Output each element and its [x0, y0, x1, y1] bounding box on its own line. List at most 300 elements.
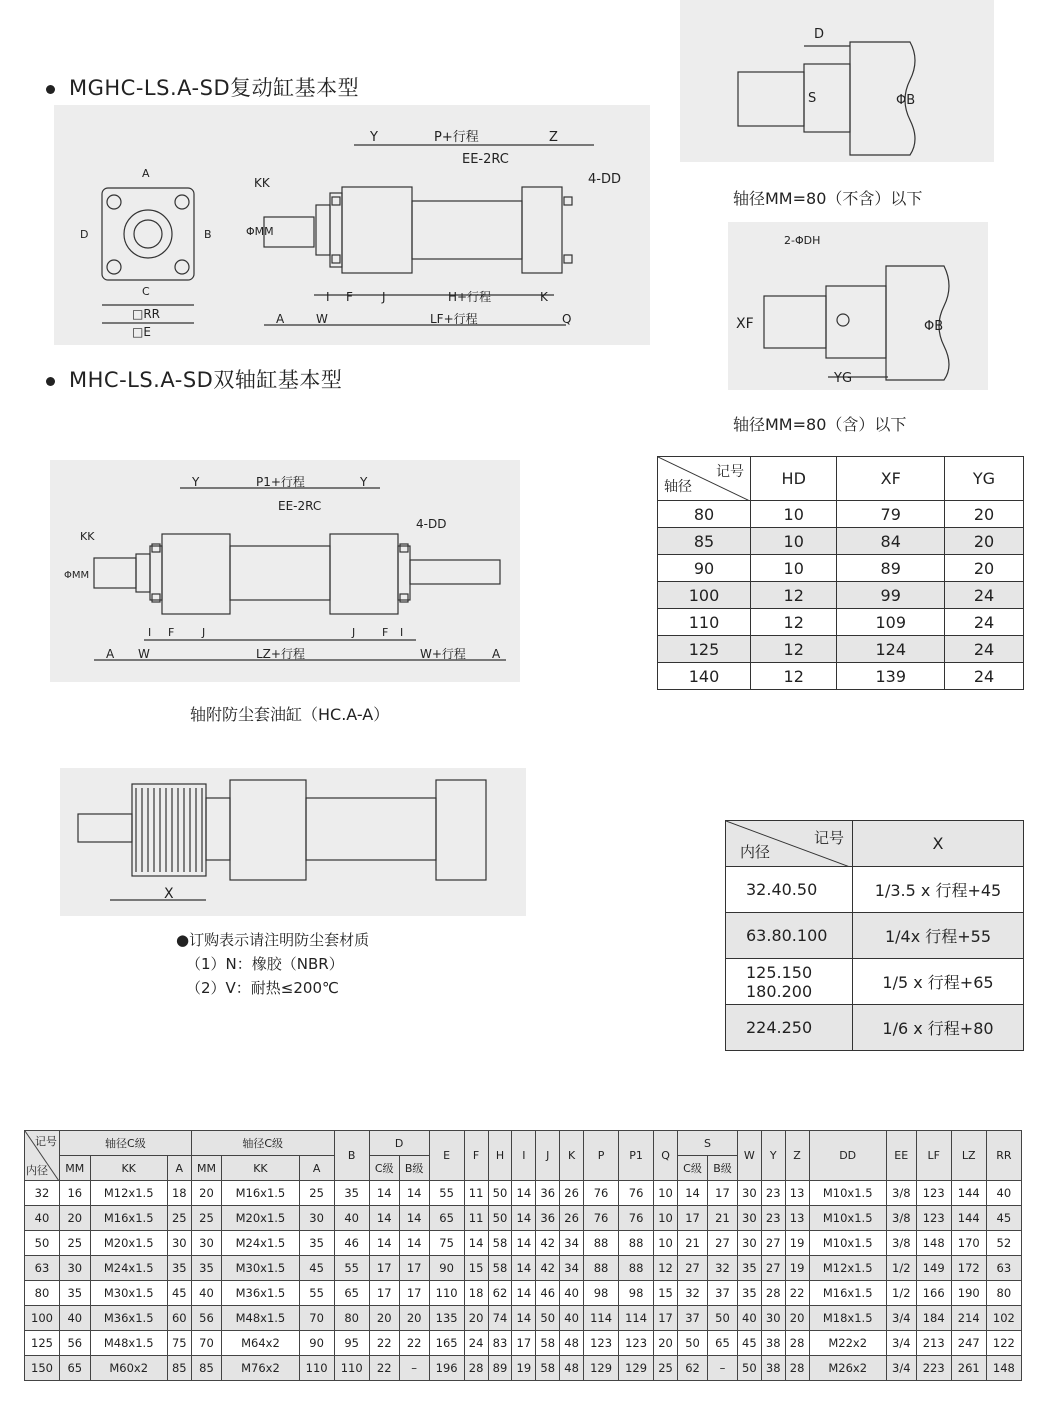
table-cell: 26 [560, 1206, 584, 1231]
table-cell: 58 [488, 1256, 512, 1281]
group-header-shaft-c2: 轴径C级 [191, 1131, 334, 1156]
table-cell: 17 [399, 1256, 429, 1281]
table-cell: 122 [986, 1331, 1021, 1356]
table-cell: 14 [399, 1231, 429, 1256]
table-cell: 17 [369, 1256, 399, 1281]
label-j1: J [202, 626, 206, 639]
section-title-mghc: MGHC-LS.A-SD复动缸基本型 [46, 72, 359, 102]
table-cell: 28 [761, 1281, 785, 1306]
table-cell: 3/8 [886, 1206, 916, 1231]
table-cell: 184 [916, 1306, 951, 1331]
corner-cell: 记号 内径 [25, 1131, 60, 1181]
table-cell: 62 [677, 1356, 707, 1381]
caption-mm-under-80: 轴径MM=80（不含）以下 [733, 189, 923, 208]
mhc-double-rod-drawing [50, 460, 520, 682]
table-cell: 30 [761, 1306, 785, 1331]
table-cell: 28 [785, 1356, 809, 1381]
table-cell: 25 [654, 1356, 678, 1381]
table-cell: 88 [619, 1256, 654, 1281]
table-cell: 37 [708, 1281, 738, 1306]
label-z: Z [549, 130, 558, 145]
label-w: W [316, 312, 328, 326]
table-cell: 170 [951, 1231, 986, 1256]
table-cell: 30 [191, 1231, 222, 1256]
table-cell: 125 [25, 1331, 60, 1356]
table-cell: 1/2 [886, 1281, 916, 1306]
table-cell: 110 [299, 1356, 334, 1381]
table-cell: 123 [916, 1206, 951, 1231]
label-lz: LZ+行程 [256, 647, 305, 661]
table-cell: 27 [761, 1231, 785, 1256]
table-cell: 56 [60, 1331, 91, 1356]
header-yg: YG [945, 457, 1024, 501]
table-cell: 129 [619, 1356, 654, 1381]
label-k: K [540, 290, 548, 304]
label-q: Q [562, 312, 572, 326]
table-cell: 144 [951, 1181, 986, 1206]
table-cell: 40 [191, 1281, 222, 1306]
detail-mm-80-drawing [728, 222, 988, 390]
table-cell: 14 [399, 1206, 429, 1231]
table-cell: 40 [334, 1206, 369, 1231]
table-cell: 261 [951, 1356, 986, 1381]
table-cell: 247 [951, 1331, 986, 1356]
table-cell: 11 [464, 1206, 488, 1231]
table-cell: M60x2 [90, 1356, 167, 1381]
table-cell: 14 [512, 1256, 536, 1281]
table-cell: 14 [399, 1181, 429, 1206]
label-phib: ΦB [896, 93, 916, 108]
table-cell: 172 [951, 1256, 986, 1281]
table-cell: 20 [191, 1181, 222, 1206]
table-cell: 42 [536, 1231, 560, 1256]
table-cell: 3/4 [886, 1331, 916, 1356]
table-cell: 55 [299, 1281, 334, 1306]
bullet-icon [46, 85, 55, 94]
table-cell: 74 [488, 1306, 512, 1331]
table-cell: 25 [191, 1206, 222, 1231]
table-cell: 42 [536, 1256, 560, 1281]
table-cell: M12x1.5 [90, 1181, 167, 1206]
table-cell: 35 [334, 1181, 369, 1206]
label-y2: Y [360, 475, 368, 489]
table-cell: 98 [584, 1281, 619, 1306]
table-cell: 23 [761, 1181, 785, 1206]
table-cell: 65 [708, 1331, 738, 1356]
caption-dust-cover: 轴附防尘套油缸（HC.A-A） [190, 705, 390, 724]
table-cell: 10 [654, 1181, 678, 1206]
table-cell: 23 [761, 1206, 785, 1231]
label-phimm: ΦMM [64, 570, 90, 581]
table-cell: 63 [25, 1256, 60, 1281]
table-cell: 21 [677, 1231, 707, 1256]
label-phimm: ΦMM [246, 225, 274, 238]
table-cell: 214 [951, 1306, 986, 1331]
table-cell: 223 [916, 1356, 951, 1381]
label-b: B [204, 228, 212, 241]
table-cell: 22 [369, 1331, 399, 1356]
table-cell: 34 [560, 1256, 584, 1281]
label-w2: W+行程 [420, 647, 466, 661]
table-cell: 38 [761, 1331, 785, 1356]
table-cell: 46 [334, 1231, 369, 1256]
label-p1: P1+行程 [256, 475, 305, 489]
table-cell: 17 [399, 1281, 429, 1306]
table-cell: 35 [167, 1256, 191, 1281]
shaft-dimension-table: 记号 轴径 HD XF YG 80 10 79 20 85 10 84 20 90 10 89 20 100 12 99 24 110 12 109 24 125 12 124 24 140 12 139 24 [657, 456, 1024, 690]
table-cell: 45 [299, 1256, 334, 1281]
label-ee: EE-2RC [462, 152, 509, 167]
table-cell: 50 [25, 1231, 60, 1256]
table-cell: 12 [654, 1256, 678, 1281]
table-cell: 75 [167, 1331, 191, 1356]
label-dh: 2-ΦDH [784, 234, 821, 247]
note-line: （2）V：耐热≤200℃ [186, 979, 339, 997]
table-cell: M36x1.5 [90, 1306, 167, 1331]
table-cell: 13 [785, 1181, 809, 1206]
table-cell: 35 [60, 1281, 91, 1306]
table-cell: 22 [785, 1281, 809, 1306]
table-row [25, 1231, 1022, 1256]
table-row [25, 1206, 1022, 1231]
table-cell: 70 [191, 1331, 222, 1356]
table-cell: 14 [512, 1281, 536, 1306]
label-c: C [142, 285, 150, 298]
table-cell: 40 [560, 1306, 584, 1331]
table-cell: 26 [560, 1181, 584, 1206]
mghc-cylinder-drawing [54, 105, 650, 345]
table-cell: M76x2 [222, 1356, 299, 1381]
table-cell: 24 [464, 1331, 488, 1356]
table-cell: 38 [761, 1356, 785, 1381]
table-cell: 20 [464, 1306, 488, 1331]
table-cell: – [399, 1356, 429, 1381]
table-cell: 30 [737, 1181, 761, 1206]
table-cell: 50 [677, 1331, 707, 1356]
label-f1: F [168, 626, 175, 639]
table-cell: 76 [584, 1181, 619, 1206]
table-cell: M64x2 [222, 1331, 299, 1356]
table-cell: 100 [25, 1306, 60, 1331]
table-row [25, 1306, 1022, 1331]
table-cell: 149 [916, 1256, 951, 1281]
table-cell: 190 [951, 1281, 986, 1306]
table-cell: M24x1.5 [222, 1231, 299, 1256]
table-cell: 19 [785, 1256, 809, 1281]
label-x: X [164, 886, 174, 902]
corner-cell: 记号 轴径 [658, 457, 751, 501]
bullet-icon [46, 377, 55, 386]
table-row [25, 1356, 1022, 1381]
table-cell: 1/2 [886, 1256, 916, 1281]
label-dd: 4-DD [588, 172, 621, 187]
label-a: A [142, 167, 150, 180]
table-cell: 40 [25, 1206, 60, 1231]
table-cell: 150 [25, 1356, 60, 1381]
table-cell: 28 [785, 1331, 809, 1356]
table-cell: 165 [429, 1331, 464, 1356]
table-cell: 76 [584, 1206, 619, 1231]
table-cell: 52 [986, 1231, 1021, 1256]
table-cell: 89 [488, 1356, 512, 1381]
dust-cover-cylinder-drawing [60, 768, 526, 916]
table-cell: 196 [429, 1356, 464, 1381]
header-xf: XF [837, 457, 945, 501]
table-cell: 21 [708, 1206, 738, 1231]
label-p: P+行程 [434, 130, 479, 145]
table-cell: 25 [60, 1231, 91, 1256]
table-cell: 13 [785, 1206, 809, 1231]
table-cell: 48 [560, 1356, 584, 1381]
table-cell: 90 [429, 1256, 464, 1281]
table-cell: 123 [584, 1331, 619, 1356]
table-cell: 17 [654, 1306, 678, 1331]
order-notes [176, 928, 369, 1000]
table-cell: M10x1.5 [809, 1206, 886, 1231]
table-cell: – [708, 1356, 738, 1381]
table-cell: 50 [488, 1206, 512, 1231]
table-cell: 148 [916, 1231, 951, 1256]
table-cell: M10x1.5 [809, 1181, 886, 1206]
table-cell: 65 [60, 1356, 91, 1381]
table-cell: M48x1.5 [90, 1331, 167, 1356]
table-cell: 14 [369, 1181, 399, 1206]
table-cell: 17 [369, 1281, 399, 1306]
table-cell: 45 [167, 1281, 191, 1306]
header-hd: HD [751, 457, 837, 501]
table-cell: M16x1.5 [90, 1206, 167, 1231]
label-y1: Y [192, 475, 200, 489]
table-cell: M16x1.5 [809, 1281, 886, 1306]
table-cell: 76 [619, 1181, 654, 1206]
table-cell: 19 [785, 1231, 809, 1256]
table-cell: 55 [429, 1181, 464, 1206]
table-cell: 32 [25, 1181, 60, 1206]
label-j2: J [352, 626, 356, 639]
table-cell: 88 [584, 1256, 619, 1281]
label-d: D [814, 27, 825, 42]
table-cell: 56 [191, 1306, 222, 1331]
group-header-shaft-c1: 轴径C级 [60, 1131, 192, 1156]
table-cell: 25 [299, 1181, 334, 1206]
table-cell: 50 [737, 1356, 761, 1381]
table-cell: M12x1.5 [809, 1256, 886, 1281]
label-a2: A [492, 647, 501, 661]
table-cell: 35 [191, 1256, 222, 1281]
table-cell: 17 [512, 1331, 536, 1356]
table-cell: 75 [429, 1231, 464, 1256]
label-dim-a: A [276, 312, 285, 326]
table-cell: 34 [560, 1231, 584, 1256]
label-y: Y [370, 130, 378, 145]
table-cell: M20x1.5 [222, 1206, 299, 1231]
table-cell: 95 [334, 1331, 369, 1356]
table-cell: 50 [708, 1306, 738, 1331]
table-cell: 80 [334, 1306, 369, 1331]
table-cell: 70 [299, 1306, 334, 1331]
table-cell: 15 [654, 1281, 678, 1306]
table-cell: 55 [334, 1256, 369, 1281]
table-cell: 18 [464, 1281, 488, 1306]
table-cell: M20x1.5 [90, 1231, 167, 1256]
table-cell: 18 [167, 1181, 191, 1206]
group-header-s: S [677, 1131, 737, 1156]
table-cell: M16x1.5 [222, 1181, 299, 1206]
table-cell: 3/4 [886, 1356, 916, 1381]
table-cell: 88 [619, 1231, 654, 1256]
table-cell: 40 [60, 1306, 91, 1331]
table-cell: M36x1.5 [222, 1281, 299, 1306]
table-cell: 83 [488, 1331, 512, 1356]
table-cell: 40 [986, 1181, 1021, 1206]
table-cell: 3/8 [886, 1181, 916, 1206]
table-cell: 17 [677, 1206, 707, 1231]
table-cell: 27 [677, 1256, 707, 1281]
table-cell: 48 [560, 1331, 584, 1356]
section-title-mhc: MHC-LS.A-SD双轴缸基本型 [46, 364, 342, 394]
table-cell: 114 [584, 1306, 619, 1331]
table-cell: 14 [512, 1206, 536, 1231]
label-ee: EE-2RC [278, 499, 322, 513]
table-cell: 22 [399, 1331, 429, 1356]
table-cell: M30x1.5 [90, 1281, 167, 1306]
table-cell: 19 [512, 1356, 536, 1381]
label-s: S [808, 91, 817, 106]
table-cell: 20 [60, 1206, 91, 1231]
table-cell: 144 [951, 1206, 986, 1231]
table-cell: 85 [167, 1356, 191, 1381]
table-cell: 30 [60, 1256, 91, 1281]
table-cell: 85 [191, 1356, 222, 1381]
table-cell: 60 [167, 1306, 191, 1331]
table-cell: 80 [986, 1281, 1021, 1306]
table-cell: 14 [369, 1231, 399, 1256]
table-cell: 17 [708, 1181, 738, 1206]
table-cell: 27 [761, 1256, 785, 1281]
table-cell: 76 [619, 1206, 654, 1231]
table-cell: 16 [60, 1181, 91, 1206]
table-cell: 110 [334, 1356, 369, 1381]
table-cell: 30 [167, 1231, 191, 1256]
label-f: F [346, 290, 353, 304]
table-cell: 28 [464, 1356, 488, 1381]
header-x: X [853, 821, 1024, 867]
table-cell: 40 [560, 1281, 584, 1306]
table-cell: 63 [986, 1256, 1021, 1281]
label-xf: XF [736, 316, 754, 332]
table-cell: 25 [167, 1206, 191, 1231]
table-cell: 35 [737, 1281, 761, 1306]
table-cell: 36 [536, 1181, 560, 1206]
table-row [25, 1331, 1022, 1356]
table-cell: 62 [488, 1281, 512, 1306]
label-i: I [326, 290, 330, 304]
table-cell: M48x1.5 [222, 1306, 299, 1331]
table-cell: 45 [737, 1331, 761, 1356]
table-cell: 50 [488, 1181, 512, 1206]
label-w1: W [138, 647, 150, 661]
table-cell: 30 [737, 1231, 761, 1256]
table-cell: M18x1.5 [809, 1306, 886, 1331]
label-phib: ΦB [924, 319, 944, 334]
table-cell: 37 [677, 1306, 707, 1331]
table-cell: 58 [488, 1231, 512, 1256]
table-cell: 27 [708, 1231, 738, 1256]
table-cell: 22 [369, 1356, 399, 1381]
table-cell: M24x1.5 [90, 1256, 167, 1281]
label-lf: LF+行程 [430, 312, 478, 326]
table-cell: 35 [737, 1256, 761, 1281]
table-row [25, 1256, 1022, 1281]
note-line: ●订购表示请注明防尘套材质 [176, 931, 370, 949]
table-cell: 58 [536, 1356, 560, 1381]
table-cell: 20 [654, 1331, 678, 1356]
table-cell: 14 [677, 1181, 707, 1206]
detail-mm-under-80-drawing [680, 0, 994, 162]
table-cell: 3/4 [886, 1306, 916, 1331]
table-cell: 32 [677, 1281, 707, 1306]
corner-cell: 记号 内径 [726, 821, 853, 867]
table-cell: 58 [536, 1331, 560, 1356]
table-cell: 65 [334, 1281, 369, 1306]
table-cell: 123 [916, 1181, 951, 1206]
table-cell: 88 [584, 1231, 619, 1256]
table-cell: 46 [536, 1281, 560, 1306]
group-header-d: D [369, 1131, 429, 1156]
label-rr: □RR [132, 307, 161, 321]
label-j: J [382, 290, 386, 304]
table-cell: 32 [708, 1256, 738, 1281]
table-cell: 36 [536, 1206, 560, 1231]
table-cell: 3/8 [886, 1231, 916, 1256]
note-line: （1）N：橡胶（NBR） [186, 955, 344, 973]
table-cell: 213 [916, 1331, 951, 1356]
table-cell: 90 [299, 1331, 334, 1356]
table-cell: 14 [464, 1231, 488, 1256]
label-i1: I [148, 626, 152, 639]
table-cell: M26x2 [809, 1356, 886, 1381]
table-cell: 98 [619, 1281, 654, 1306]
table-cell: 20 [369, 1306, 399, 1331]
label-dd: 4-DD [416, 517, 447, 531]
table-row [25, 1281, 1022, 1306]
table-cell: 15 [464, 1256, 488, 1281]
table-cell: 30 [299, 1206, 334, 1231]
table-cell: 14 [369, 1206, 399, 1231]
table-cell: 40 [737, 1306, 761, 1331]
table-cell: 166 [916, 1281, 951, 1306]
table-cell: 35 [299, 1231, 334, 1256]
table-cell: 114 [619, 1306, 654, 1331]
table-cell: 123 [619, 1331, 654, 1356]
table-cell: 110 [429, 1281, 464, 1306]
x-dimension-table: 记号 内径 X 32.40.50 1/3.5 x 行程+45 63.80.100 1/4x 行程+55 125.150 180.200 1/5 x 行程+65 224.250 1/6 x 行程+80 [725, 820, 1024, 1051]
table-row [25, 1181, 1022, 1206]
table-cell: 45 [986, 1206, 1021, 1231]
table-cell: 129 [584, 1356, 619, 1381]
label-yg: YG [834, 371, 853, 386]
table-cell: 20 [785, 1306, 809, 1331]
table-cell: 148 [986, 1356, 1021, 1381]
main-spec-table: 记号 内径 轴径C级 轴径C级 B D E F H I J K P P1 Q S W Y Z DD EE LF LZ RR MM KK A MM KK A C级 B级 C级 B级 32 16 M12x1.5 18 20 M16x1.5 25 35 14 14 55 11 50 14 36 26 76 76 10 14 17 30 23 13 M10x1.5 3/8 123 144 40 40 20 M16x1.5 25 25 M20x1.5 30 40 14 14 65 11 50 14 36 26 76 76 10 17 21 30 23 13 M10x1.5 3/8 123 144 45 50 25 M20x1.5 30 30 M24x1.5 35 46 14 14 75 14 58 14 42 34 88 88 10 21 27 30 27 19 M10x1.5 3/8 148 170 52 63 30 M24x1.5 35 35 M30x1.5 45 55 17 17 90 15 58 14 42 34 88 88 12 27 32 35 27 19 M12x1.5 1/2 149 172 63 80 35 M30x1.5 45 40 M36x1.5 55 65 17 17 110 18 62 14 46 40 98 98 15 32 37 35 28 22 M16x1.5 1/2 166 190 80 100 40 M36x1.5 60 56 M48x1.5 70 80 20 20 135 20 74 14 50 40 114 114 17 37 50 40 30 20 M18x1.5 3/4 184 214 102 125 56 M48x1.5 75 70 M64x2 90 95 22 22 165 24 83 17 58 48 123 123 20 50 65 45 38 28 M22x2 3/4 213 247 122 150 65 M60x2 85 85 M76x2 110 110 22 – 196 28 89 19 58 48 129 129 25 62 – 50 38 28 M26x2 3/4 223 261 148 [24, 1130, 1022, 1381]
label-a1: A [106, 647, 115, 661]
label-d: D [80, 228, 89, 241]
table-cell: 10 [654, 1206, 678, 1231]
table-cell: 11 [464, 1181, 488, 1206]
label-i2: I [400, 626, 404, 639]
label-kk: KK [80, 530, 95, 543]
table-cell: 30 [737, 1206, 761, 1231]
